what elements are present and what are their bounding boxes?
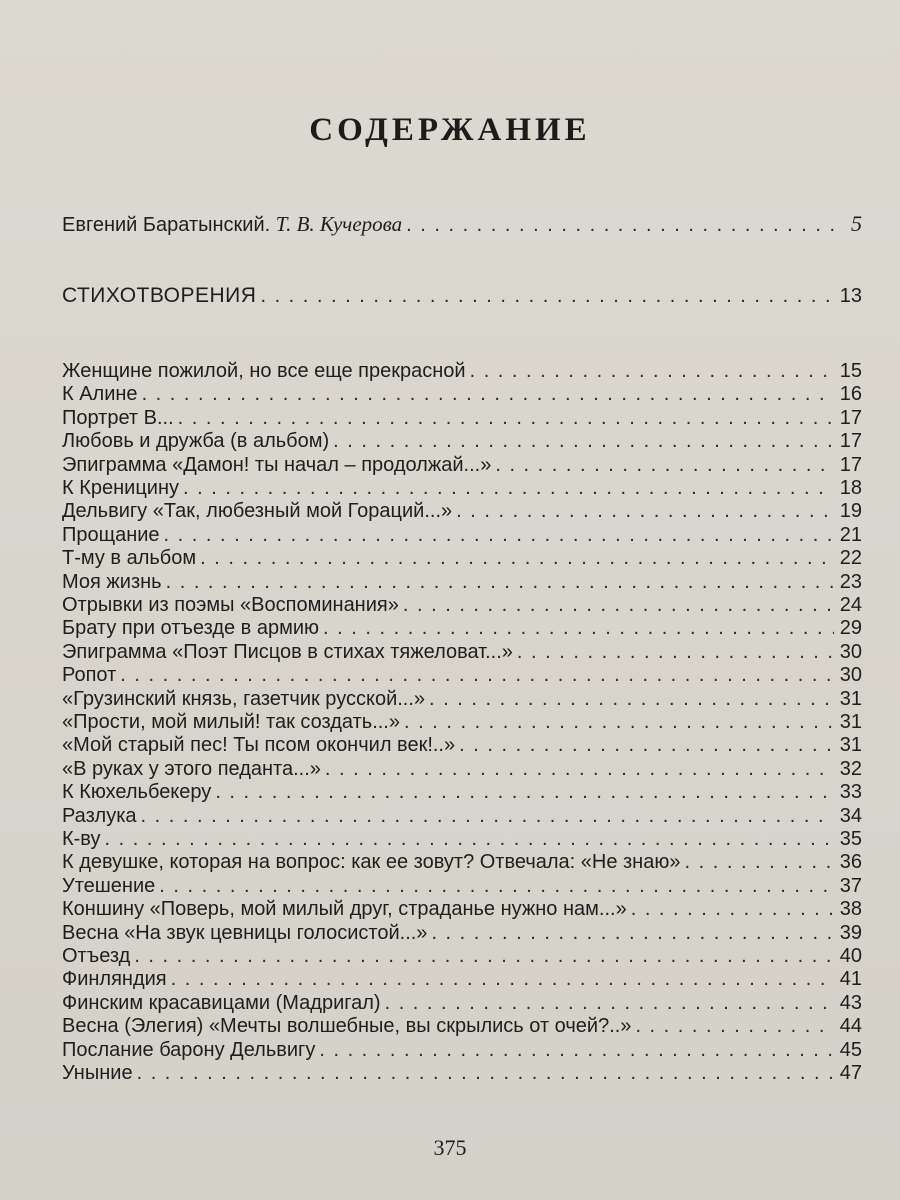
toc-entry-title: К Кюхельбекеру xyxy=(62,781,212,804)
toc-page-number: 22 xyxy=(839,547,862,570)
page-number: 375 xyxy=(433,1135,467,1160)
toc-entry xyxy=(62,453,862,477)
toc-intro-row xyxy=(62,212,862,237)
toc-page-number: 31 xyxy=(839,711,862,733)
toc-entry-title: Прощание xyxy=(62,523,160,546)
toc-page-number: 17 xyxy=(839,430,862,453)
toc-entry-title: Разлука xyxy=(62,804,137,827)
toc-entry xyxy=(62,1014,862,1038)
leader-dots xyxy=(456,499,834,523)
toc-page-number: 30 xyxy=(839,640,862,663)
toc-entry xyxy=(62,476,862,500)
toc-entry xyxy=(62,780,862,804)
toc-entry xyxy=(62,499,862,523)
toc-page-number: 21 xyxy=(839,523,862,546)
leader-dots xyxy=(631,897,834,921)
toc-page-number: 35 xyxy=(839,828,862,850)
toc-page-number: 32 xyxy=(839,757,862,780)
toc-page-number: 24 xyxy=(839,594,862,616)
toc-entry xyxy=(62,523,862,547)
toc-page-number: 40 xyxy=(839,945,862,967)
toc-entry-title: К Креницину xyxy=(62,477,179,499)
toc-entry xyxy=(62,359,862,383)
toc-entry xyxy=(62,827,862,851)
leader-dots xyxy=(215,780,834,804)
section-heading: СТИХОТВОРЕНИЯ xyxy=(62,284,257,307)
toc-entry xyxy=(62,850,862,874)
toc-entry-title: Финским красавицами (Мадригал) xyxy=(62,991,381,1014)
leader-dots xyxy=(141,804,834,828)
leader-dots xyxy=(635,1014,834,1038)
toc-entry-title: К Алине xyxy=(62,383,138,406)
toc-page-number: 5 xyxy=(851,212,862,236)
leader-dots xyxy=(134,944,834,968)
leader-dots xyxy=(459,733,834,757)
toc-entry-title: Коншину «Поверь, мой милый друг, страданье нужно нам...» xyxy=(62,898,627,921)
toc-page-number: 43 xyxy=(839,991,862,1014)
toc-entry xyxy=(62,710,862,734)
toc-intro-label xyxy=(62,212,402,237)
toc-section-row xyxy=(62,284,862,308)
leader-dots xyxy=(517,640,834,664)
leader-dots xyxy=(404,710,834,734)
toc-entry-title: Т-му в альбом xyxy=(62,547,197,570)
toc-page-number: 39 xyxy=(839,921,862,944)
leader-dots xyxy=(159,874,834,898)
toc-entry-title: Весна «На звук цевницы голосистой...» xyxy=(62,921,428,944)
leader-dots xyxy=(171,967,834,991)
leader-dots xyxy=(495,453,834,477)
toc-entry xyxy=(62,874,862,898)
toc-entry-title: Портрет В... xyxy=(62,406,174,429)
leader-dots xyxy=(142,382,834,406)
toc-page-number: 18 xyxy=(839,477,862,499)
leader-dots xyxy=(406,213,834,237)
leader-dots xyxy=(166,570,834,594)
toc-page-number: 19 xyxy=(839,500,862,523)
leader-dots xyxy=(429,687,834,711)
toc-page-number: 16 xyxy=(839,383,862,406)
leader-dots xyxy=(105,827,835,851)
toc-entry xyxy=(62,804,862,828)
toc-entry-title: К девушке, которая на вопрос: как ее зовут? Отвечала: «Не знаю» xyxy=(62,851,681,874)
toc-entry-title: Весна (Элегия) «Мечты волшебные, вы скрылись от очей?..» xyxy=(62,1015,632,1038)
toc-entry-title: Отъезд xyxy=(62,945,131,967)
toc-entry xyxy=(62,944,862,968)
toc-entry-title: Брату при отъезде в армию xyxy=(62,617,320,640)
toc-entry-title: «Прости, мой милый! так создать...» xyxy=(62,711,400,733)
leader-dots xyxy=(431,921,834,945)
toc-entry-title: Утешение xyxy=(62,874,156,897)
leader-dots xyxy=(323,616,834,640)
toc-entry-title: «Грузинский князь, газетчик русской...» xyxy=(62,687,426,710)
toc-page-number: 47 xyxy=(839,1062,862,1084)
toc-entry xyxy=(62,897,862,921)
toc-page-number: 34 xyxy=(839,804,862,827)
toc-entry xyxy=(62,757,862,781)
toc-entry xyxy=(62,429,862,453)
leader-dots xyxy=(333,429,834,453)
toc-entry-title: «В руках у этого педанта...» xyxy=(62,757,321,780)
toc-entry xyxy=(62,382,862,406)
toc-page-number: 15 xyxy=(839,360,862,382)
toc-page-number: 37 xyxy=(839,874,862,897)
leader-dots xyxy=(178,406,834,430)
toc-entry xyxy=(62,593,862,617)
leader-dots xyxy=(385,991,834,1015)
toc-page-number: 33 xyxy=(839,781,862,804)
toc-entry-title: Любовь и дружба (в альбом) xyxy=(62,430,330,453)
toc-entry-title: Уныние xyxy=(62,1062,133,1084)
toc-entry-title: Эпиграмма «Поэт Писцов в стихах тяжеловат...» xyxy=(62,640,513,663)
leader-dots xyxy=(260,284,834,308)
toc-entry-title: Дельвигу «Так, любезный мой Гораций...» xyxy=(62,500,453,523)
leader-dots xyxy=(200,546,834,570)
intro-editor: Т. В. Кучерова xyxy=(275,212,403,236)
leader-dots xyxy=(684,850,834,874)
toc-page-number: 17 xyxy=(839,406,862,429)
toc-entry-title: Финляндия xyxy=(62,968,167,991)
toc-entry-title: Моя жизнь xyxy=(62,570,162,593)
toc-entry xyxy=(62,921,862,945)
leader-dots xyxy=(164,523,834,547)
toc-entry xyxy=(62,967,862,991)
toc-entry xyxy=(62,1061,862,1085)
toc-entry xyxy=(62,1038,862,1062)
toc-entry xyxy=(62,687,862,711)
toc-page-number: 36 xyxy=(839,851,862,874)
leader-dots xyxy=(183,476,834,500)
toc-page-number: 38 xyxy=(839,898,862,921)
toc-page-number: 31 xyxy=(839,734,862,757)
toc-entry-title: Эпиграмма «Дамон! ты начал – продолжай...» xyxy=(62,453,492,476)
toc-entry-title: Послание барону Дельвигу xyxy=(62,1038,316,1061)
toc-entry-title: Женщине пожилой, но все еще прекрасной xyxy=(62,360,466,382)
toc-entry xyxy=(62,640,862,664)
toc-page-number: 45 xyxy=(839,1038,862,1061)
leader-dots xyxy=(470,359,834,383)
toc-entry-title: К-ву xyxy=(62,828,101,850)
toc-page-number: 17 xyxy=(839,453,862,476)
toc-entry xyxy=(62,570,862,594)
toc-page-number: 29 xyxy=(839,617,862,640)
page-title: СОДЕРЖАНИЕ xyxy=(309,112,591,148)
leader-dots xyxy=(120,663,834,687)
toc-entry-title: Отрывки из поэмы «Воспоминания» xyxy=(62,594,399,616)
toc-page-number: 31 xyxy=(839,687,862,710)
toc-page-number: 13 xyxy=(839,285,862,307)
toc-page-number: 30 xyxy=(839,664,862,687)
toc-entry xyxy=(62,663,862,687)
toc-page-number: 44 xyxy=(839,1015,862,1038)
toc-entry-title: Ропот xyxy=(62,664,117,687)
toc-page-number: 41 xyxy=(839,968,862,991)
leader-dots xyxy=(325,757,834,781)
toc-page-number: 23 xyxy=(839,570,862,593)
toc-entry xyxy=(62,616,862,640)
toc-entry-title: «Мой старый пес! Ты псом окончил век!..» xyxy=(62,734,456,757)
toc-entry xyxy=(62,546,862,570)
toc-entry xyxy=(62,991,862,1015)
intro-author: Евгений Баратынский. xyxy=(62,214,271,236)
leader-dots xyxy=(137,1061,834,1085)
leader-dots xyxy=(319,1038,834,1062)
toc-entry xyxy=(62,733,862,757)
leader-dots xyxy=(403,593,834,617)
toc-entry xyxy=(62,406,862,430)
